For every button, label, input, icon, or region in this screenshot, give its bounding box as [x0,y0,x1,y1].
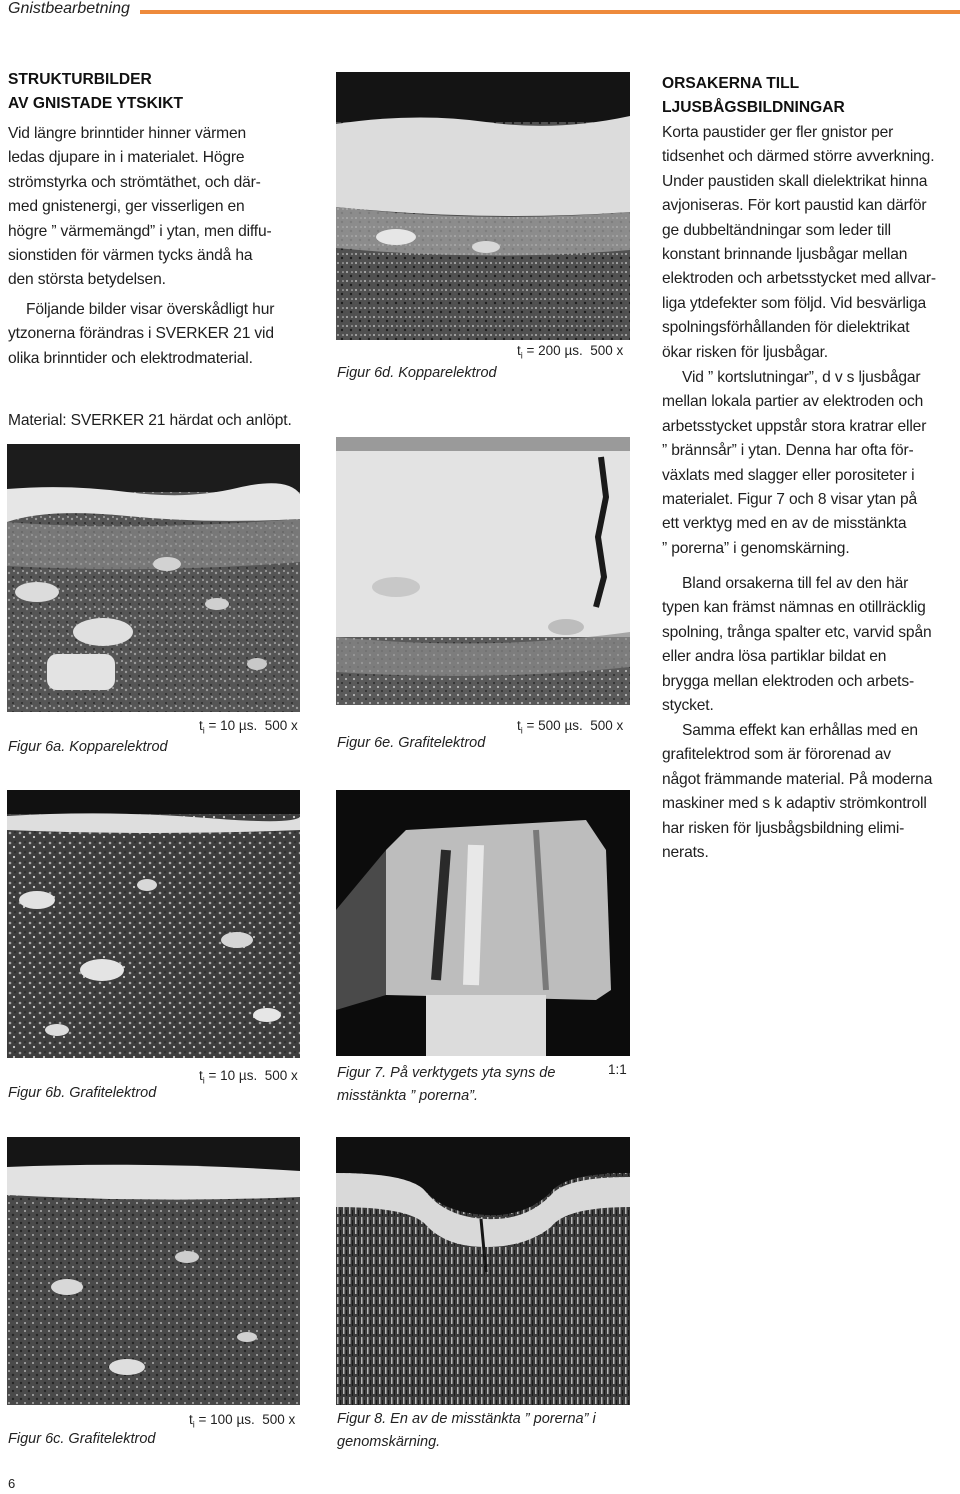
text-line: olika brinntider och elektrodmaterial. [8,349,253,367]
right-paragraph-1 [662,121,958,365]
right-paragraph-3 [662,572,958,718]
right-heading-line: ORSAKERNA TILL [662,75,800,92]
t-symbol: t [517,718,521,733]
text-line: nerats. [662,844,709,862]
text-line: liga ytdefekter som följd. Vid besvärliga [662,294,926,312]
text-line: stycket. [662,697,714,715]
micrograph-6e [336,437,630,705]
t-value: = 200 µs. [526,343,583,358]
t-subscript: i [520,350,523,361]
text-line: avjoniseras. För kort paustid kan därför [662,197,927,215]
text-line: ledas djupare in i materialet. Högre [8,149,245,167]
text-line: maskiner med s k adaptiv strömkontroll [662,795,927,813]
text-line: ett verktyg med en av de misstänkta [662,515,907,533]
text-line: sionstiden för värmen tycks ändå ha [8,247,253,265]
magnification: 500 x [590,343,624,358]
photo-fig7 [336,790,630,1056]
text-line: spolningsförhållanden för dielektrikat [662,319,910,337]
scale-fig7: 1:1 [608,1062,627,1077]
text-line: har risken för ljusbågsbildning elimi- [662,819,905,837]
text-line: Vid ” kortslutningar”, d v s ljusbågar [682,369,921,386]
text-line: Bland orsakerna till fel av den här [682,575,909,592]
caption-line: Figur 7. På verktygets yta syns de [337,1065,556,1081]
text-line: Under paustiden skall dielektrikat hinna [662,172,928,190]
caption-6d: Figur 6d. Kopparelektrod [337,365,497,381]
caption-line: misstänkta ” porerna”. [337,1088,479,1104]
text-line: ytzonerna förändras i SVERKER 21 vid [8,325,274,343]
text-line: brygga mellan elektroden och arbets- [662,672,915,690]
text-line: ökar risken för ljusbågar. [662,343,828,361]
text-line: Korta paustider ger fler gnistor per [662,124,894,141]
tinfo-6e [517,718,623,736]
text-line: arbetsstycket uppstår stora kratrar eller [662,417,927,435]
micrograph-fig8 [336,1137,630,1405]
micrograph-6c [7,1137,300,1405]
t-subscript: i [202,1075,205,1086]
left-heading-line: STRUKTURBILDER [8,71,152,88]
header-rule [140,10,960,14]
caption-6c: Figur 6c. Grafitelektrod [8,1431,156,1447]
t-symbol: t [199,1068,203,1083]
t-symbol: t [199,718,203,733]
text-line: tidsenhet och därmed större avverkning. [662,148,935,166]
text-line: den största betydelsen. [8,271,166,289]
tinfo-6a [199,718,298,736]
tinfo-6d [517,343,623,361]
t-symbol: t [517,343,521,358]
caption-6b: Figur 6b. Grafitelektrod [8,1085,157,1101]
caption-fig8 [337,1408,596,1454]
text-line: spolning, trånga spalter etc, varvid spån [662,623,932,641]
left-heading-line: AV GNISTADE YTSKIKT [8,95,184,112]
text-line: ” brännsår” i ytan. Denna har ofta för- [662,442,914,460]
text-line: materialet. Figur 7 och 8 visar ytan på [662,491,918,509]
t-subscript: i [202,725,205,736]
magnification: 500 x [264,718,298,733]
text-line: konstant brinnande ljusbågar mellan [662,246,908,264]
left-paragraph-1 [8,122,318,293]
text-line: strömstyrka och strömtäthet, och där- [8,173,261,191]
tinfo-6b [199,1068,298,1086]
text-line: växlats med slagger eller porositeter i [662,466,915,484]
left-heading [8,68,183,116]
t-value: = 10 µs. [208,718,258,733]
text-line: ” porerna” i genomskärning. [662,539,850,557]
text-line: Följande bilder visar överskådligt hur [26,301,275,318]
micrograph-6a [7,444,300,712]
page-number: 6 [8,1476,16,1491]
t-value: = 100 µs. [198,1412,255,1427]
caption-line: genomskärning. [337,1434,441,1450]
running-title: Gnistbearbetning [8,0,130,17]
right-heading-line: LJUSBÅGSBILDNINGAR [662,99,845,116]
caption-6a: Figur 6a. Kopparelektrod [8,739,168,755]
micrograph-6d [336,72,630,340]
caption-line: Figur 8. En av de misstänkta ” porerna” i [337,1411,596,1427]
t-value: = 500 µs. [526,718,583,733]
t-subscript: i [520,725,523,736]
t-subscript: i [192,1419,195,1430]
left-paragraph-2 [8,298,318,371]
text-line: eller andra lösa partiklar bildat en [662,648,887,666]
magnification: 500 x [262,1412,296,1427]
text-line: ge dubbeltändningar som leder till [662,221,891,239]
right-paragraph-4 [662,719,958,865]
text-line: högre ” värmemängd” i ytan, men diffu- [8,222,272,240]
material-note: Material: SVERKER 21 härdat och anlöpt. [8,412,292,429]
right-paragraph-2 [662,366,958,561]
text-line: Vid längre brinntider hinner värmen [8,125,247,142]
magnification: 500 x [264,1068,298,1083]
t-symbol: t [189,1412,193,1427]
tinfo-6c [189,1412,295,1430]
text-line: Samma effekt kan erhållas med en [682,722,918,739]
text-line: mellan lokala partier av elektroden och [662,393,924,411]
text-line: typen kan främst nämnas en otillräcklig [662,599,926,617]
text-line: grafitelektrod som är förorenad av [662,746,891,764]
text-line: med gnistenergi, ger visserligen en [8,198,245,216]
caption-6e: Figur 6e. Grafitelektrod [337,735,486,751]
caption-fig7 [337,1062,555,1108]
right-heading [662,72,845,120]
micrograph-6b [7,790,300,1058]
magnification: 500 x [590,718,624,733]
text-line: något främmande material. På moderna [662,770,933,788]
t-value: = 10 µs. [208,1068,258,1083]
text-line: elektroden och arbetsstycket med allvar- [662,270,936,288]
